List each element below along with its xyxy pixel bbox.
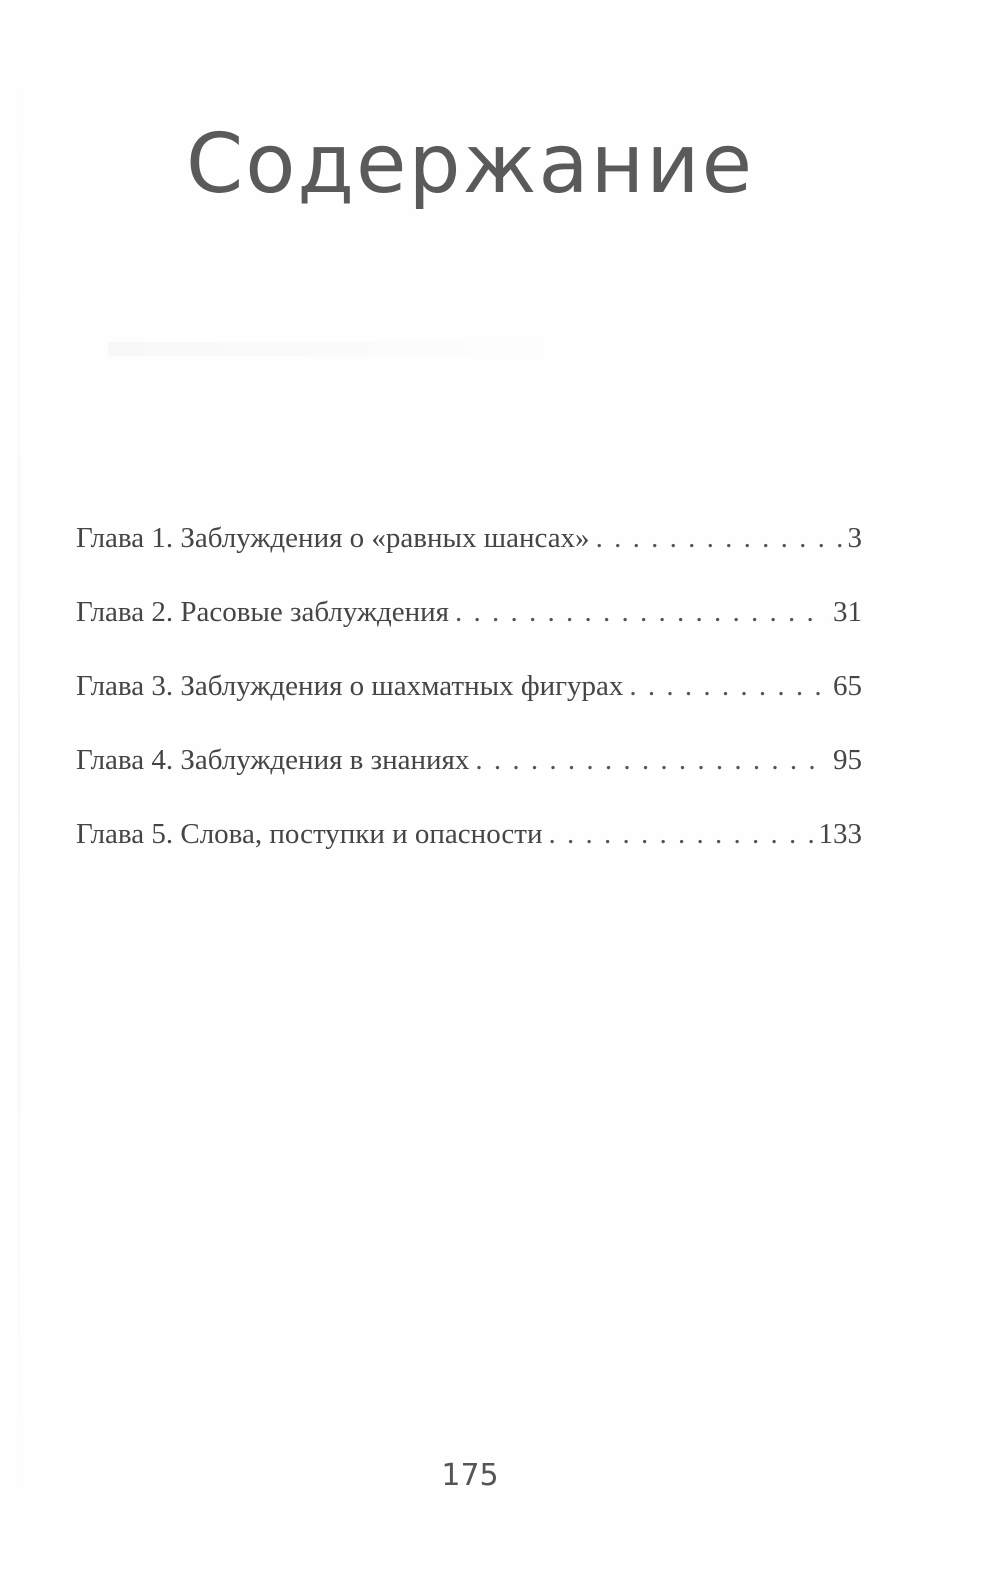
- toc-entry-page: 133: [818, 818, 862, 850]
- toc-entry-chapter-4[interactable]: [76, 744, 862, 818]
- toc-entry-chapter-1[interactable]: [76, 522, 862, 596]
- toc-entry-page: 95: [833, 744, 862, 776]
- toc-entry-page: 65: [833, 670, 862, 702]
- dot-leader: [629, 670, 827, 703]
- toc-entry-chapter-2[interactable]: [76, 596, 862, 670]
- toc-entry-chapter-5[interactable]: [76, 818, 862, 892]
- toc-entry-label: Глава 2. Расовые заблуждения: [76, 596, 450, 628]
- page-title: Содержание: [185, 117, 755, 212]
- toc-entry-page: 3: [847, 522, 862, 554]
- page-edge-shadow: [18, 40, 20, 1530]
- dot-leader: [548, 818, 812, 851]
- toc-entry-label: Глава 4. Заблуждения в знаниях: [76, 744, 470, 776]
- bleed-through-mark: [108, 342, 588, 356]
- toc-entry-label: Глава 5. Слова, поступки и опасности: [76, 818, 543, 850]
- page-number: 175: [441, 1458, 499, 1493]
- dot-leader: [455, 596, 827, 629]
- toc-entry-label: Глава 1. Заблуждения о «равных шансах»: [76, 522, 590, 554]
- toc-entry-label: Глава 3. Заблуждения о шахматных фигурах: [76, 670, 624, 702]
- toc-entry-chapter-3[interactable]: [76, 670, 862, 744]
- dot-leader: [475, 744, 827, 777]
- dot-leader: [596, 522, 842, 555]
- toc-entry-page: 31: [833, 596, 862, 628]
- table-of-contents: [76, 522, 862, 892]
